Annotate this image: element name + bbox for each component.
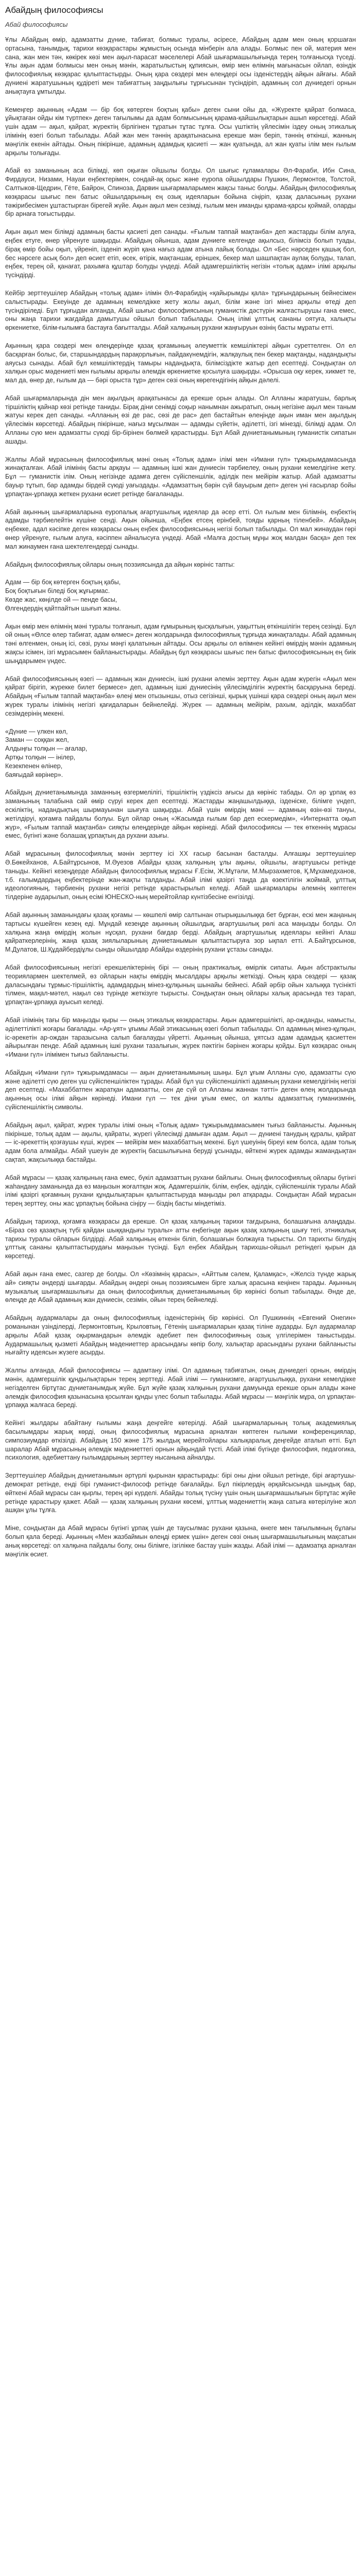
paragraph: Зерттеушілер Абайдың дүниетанымын әртүрлі қырынан қарастырады: бірі оны діни ойшыл ретінде, бірі ағартушы-демократ ретінде, енді бірі гуманист-философ ретінде бағалайды. Бұл пікірлердің әрқайсысында шындық бар, өйткені Абай мұрасы сан қырлы, терең әрі күрделі. Абайды толық түсіну үшін оның шығармашылығын біртұтас жүйе ретінде қарастыру қажет. Абай — қазақ халқының рухани көсемі, ұлттық мәдениеттің жаңа сатыға көтерілуіне жол ашқан ұлы тұлға. bbox=[5, 1472, 356, 1514]
paragraph: Жалпы Абай мұрасының философиялық мәні оның «Толық адам» ілімі мен «Имани гүл» тұжырымдамасында жинақталған. Абай ілімінің басты арқауы — адамның ішкі жан дүниесін тәрбиелеу, оның рухани кемелдігіне жету. Бұл — гуманистік ілім. Оның негізінде адамға деген сүйіспеншілік, әділдік пен мейірім жатыр. Абай адамзатты бауыр тұтып, бар адамды бірдей сүюді уағыздады. «Адамзаттың бәрін сүй бауырым деп» деген үні ғасырлар бойы ұрпақтан-ұрпаққа жеткен рухани өсиет ретінде бағаланады. bbox=[5, 455, 356, 498]
paragraph: Абай ақынның шығармаларына еуропалық ағартушылық идеялар да әсер етті. Ол ғылым мен білімнің, еңбектің адамды тәрбиелейтін күшіне сенді. Ақын ойынша, «Еңбек етсең ерінбей, тояды қарның тіленбей». Абайдың еңбекке, адал кәсіпке деген көзқарасы оның еңбек философиясының негізі болып табылады. Ол мал жинаудан гөрі өнер үйренуге, ғылым алуға, кәсіппен айналысуға үндеді. Абай «Малға достың мұңы жоқ малдан басқа» деп тек мал жинаумен ғана шектелгендерді сынады. bbox=[5, 508, 356, 550]
page-title: Абайдың философиясы bbox=[5, 5, 104, 15]
paragraph: Абайдың философиялық ойлары оның поэзиясында да айқын көрініс тапты: bbox=[5, 561, 235, 568]
paragraph: Абайдың тарихқа, қоғамға көзқарасы да ерекше. Ол қазақ халқының тарихи тағдырына, болашағына алаңдады. «Біраз сөз қазақтың түбі қайдан шыққандығы туралы» атты еңбегінде ақын қазақ халқының шығу тегі, этникалық тарихы туралы ойларын білдірді. Абай халқының өткенін біліп, болашағын болжауға тырысты. Ол тарихты білудің ұлттық сананы қалыптастырудағы маңызын түсінді. Бұл еңбек Абайдың тарихшы-ойшыл ретіндегі қырын да көрсетеді. bbox=[5, 1218, 356, 1260]
paragraph: Абайдың ақыл, қайрат, жүрек туралы ілімі оның «Толық адам» тұжырымдамасымен тығыз байланысты. Ақынның пікірінше, толық адам — ақылы, қайраты, жүрегі үйлесімді дамыған адам. Ақыл — дүниені танудың құралы, қайрат — іс-әрекеттің қозғаушы күші, жүрек — мейірім мен махаббаттың мекені. Бұл үшеуінің біреуі кем болса, адам толық адам бола алмайды. Абай үшеуін де жүректің басшылығына беруді ұсынады, өйткені жүрек адамды жамандықтан сақтап, жақсылыққа бастайды. bbox=[5, 1121, 356, 1164]
paragraph: Абай философиясының өзегі — адамның жан дүниесін, ішкі рухани әлемін зерттеу. Ақын адам жүрегін «Ақыл мен қайрат бірігіп, жүрекке билет бермесе» деп, адамның ішкі дүниесінің үйлесімділігін жүректің басқаруына береді. Абайдың «Ғылым таппай мақтанба» өлеңі мен отызыншы, отыз сегізінші, қырық үшінші қара сөздері оның ақыл мен жүрек туралы ілімінің негізгі қағидаларын бейнелейді. Жүрек — адамның мейірім, рахым, әділдік, махаббат сезімдерінің мекені. bbox=[5, 675, 356, 717]
paragraph: Кейінгі жылдары абайтану ғылымы жаңа деңгейге көтерілді. Абай шығармаларының толық академиялық басылымдары жарық көрді, оның философиялық мұрасына арналған көптеген ғылыми конференциялар, симпозиумдар өткізілді. Абайдың 150 және 175 жылдық мерейтойлары халықаралық деңгейде аталып өтті. Бұл шаралар Абай мұрасының әлемдік мәдениеттегі орнын айқындай түсті. Абай ілімі бүгінде философия, педагогика, психология, әдебиеттану ғылымдарының зерттеу нысанына айналды. bbox=[5, 1419, 356, 1462]
paragraph: Ұлы Абайдың өмір, адамзатты дүние, табиғат, болмыс туралы, әсіресе, Абайдың адам мен оның қоршаған ортасына, танымдық, тарихи көзқарастары жұмыстың осында мінберін ала алады. Болмыс пен ой, материя мен сана, жан мен тән, көкірек көзі мен ақыл-парасат мәселелері Абай шығармашылығында терең толғанысқа түседі. Ұлы ақын адам болмысы мен оның мәнін, жаратылыстың құпиясын, өмір мен өлімнің мағынасын ойлап, өзіндік философиялық көзқарас қалыптастырды. Оның қара сөздері мен өлеңдері осы ізденістердің айқын айғағы. Абай дүниені жаратушының құдіреті мен табиғаттың заңдылығы тұрғысынан түсіндіріп, адамның сол дүниедегі орнын анықтауға ұмтылды. bbox=[5, 36, 356, 95]
paragraph: Ақынның қара сөздері мен өлеңдерінде қазақ қоғамының әлеуметтік кемшіліктері айқын суреттелген. Ол ел басқарған болыс, би, старшындардың парақорлығын, пайдакүнемдігін, жалқаулық пен бекер мақтанды, надандықты аяусыз сынады. Абай бұл кемшіліктердің тамыры надандықта, білімсіздікте жатыр деп есептеді. Сондықтан ол халқын орыс мәдениеті мен ғылымы арқылы әлемдік өркениетке қосылуға шақырды. «Орысша оқу керек, хикмет те, мал да, өнер де, ғылым да — бәрі орыста тұр» деген сөзі оның көрегендігінің айқын дәлелі. bbox=[5, 342, 356, 384]
paragraph: Абайдың аудармалары да оның философиялық ізденістерінің бір көрінісі. Ол Пушкиннің «Евгений Онегин» романынан үзінділерді, Лермонтовтың, Крыловтың, Гётенің шығармаларын қазақ тіліне аударды. Бұл аудармалар арқылы Абай қазақ оқырмандарын әлемдік әдебиет пен философияның озық үлгілерімен таныстырды. Аудармашылық қызметі Абайдың мәдениеттер арасындағы көпір болу, халықтар арасындағы рухани байланысты нығайту идеясын жүзеге асырды. bbox=[5, 1314, 356, 1357]
article-body bbox=[5, 36, 356, 1558]
paragraph: Жалпы алғанда, Абай философиясы — адамтану ілімі. Ол адамның табиғатын, оның дүниедегі орнын, өмірдің мәнін, адамгершілік құндылықтарын терең зерттеді. Абай ілімі — гуманизмге, ағартушылыққа, рухани кемелдікке негізделген біртұтас дүниетанымдық жүйе. Бұл жүйе қазақ халқының рухани дамуында ерекше орын алады және әлемдік философия қазынасына қосылған құнды үлес болып табылады. Абай мұрасы — мәңгілік мұра, ол ұрпақтан-ұрпаққа жалғаса береді. bbox=[5, 1367, 356, 1409]
paragraph: Кейбір зерттеушілер Абайдың «толық адам» ілімін Әл-Фарабидің «қайырымды қала» тұрғындарының бейнесімен салыстырады. Екеуінде де адамның кемелдікке жету жолы ақыл, білім және ізгі мінез арқылы өтеді деп түсіндіріледі. Бұл тұрғыдан алғанда, Абай шығыс философиясының гуманистік дәстүрін жалғастырушы ғана емес, оны жаңа тарихи жағдайда дамытушы ойшыл болып табылады. Оның ілімі ұлттық сананы оятуға, халықты өркениетке, білім-ғылымға бастауға бағытталды. Абай халқының рухани жаңғыруын өзінің басты мұраты етті. bbox=[5, 289, 356, 332]
paragraph: Абайдың дүниетанымында заманның өзгермелілігі, тіршіліктің үздіксіз ағысы да көрініс табады. Ол әр ұрпақ өз заманының талабына сай өмір сүруі керек деп есептеді. Жастарды жаңашылдыққа, ізденіске, білімге үндеп, ескіліктің, надандықтың шырмауынан шығуға шақырды. Абай үшін өмірдің мәні — адамның өзін-өзі тануы, жетілдіруі, қоғамға пайдалы болуы. Бұл ойлар оның «Жасымда ғылым бар деп ескермедім», «Интернатта оқып жүр», «Ғылым таппай мақтанба» сияқты өлеңдерінде айқын көрінеді. Абай философиясы — тек өткеннің мұрасы емес, бүгінгі және болашақ ұрпақтың да рухани азығы. bbox=[5, 789, 356, 840]
paragraph: Абай мұрасының философиялық мәнін зерттеу ісі ХХ ғасыр басынан басталды. Алғашқы зерттеушілер Ә.Бөкейханов, А.Байтұрсынов, М.Әуезов Абайды қазақ халқының ұлы ақыны, ойшылы, ағартушысы ретінде таныды. Кейінгі кезеңдерде Абайдың философиялық мұрасы Ғ.Есім, Ж.Мұтәли, М.Мырзахметов, Қ.Мұхамедханов, т.б. ғалымдардың еңбектерінде жан-жақты талданды. Абай ілімі қазіргі таңда да өзектілігін жоймай, ұлттық идеологияның, тәрбиенің рухани негізі ретінде қарастырылып келеді. Абай шығармалары әлемнің көптеген тілдеріне аударылып, оның есімі ЮНЕСКО-ның мерейтойлар күнтізбесіне енгізілді. bbox=[5, 850, 356, 901]
paragraph: Абай философиясының негізгі ерекшеліктерінің бірі — оның практикалық, өмірлік сипаты. Ақын абстрактылы теориялармен шектелмей, өз ойларын нақты өмірдің мысалдары арқылы жеткізді. Оның қара сөздері — қазақ даласындағы тұрмыс-тіршіліктің, адамдардың мінез-құлқының шынайы бейнесі. Абай әрбір ойын халыққа түсінікті тілмен, мақал-мәтел, нақыл сөз түрінде жеткізуге тырысты. Сондықтан оның ойлары халық арасында тез тарап, ұрпақтан-ұрпаққа ауысып келеді. bbox=[5, 963, 356, 1006]
paragraph: Абай өз заманының аса білімді, көп оқыған ойшылы болды. Ол шығыс ғұламалары Әл-Фараби, Ибн Сина, Фирдауси, Низами, Науаи еңбектерімен, сондай-ақ орыс және еуропа ойшылдары Пушкин, Лермонтов, Толстой, Салтыков-Щедрин, Гёте, Байрон, Спиноза, Дарвин шығармаларымен жақсы таныс болды. Абайдың философиялық көзқарасы шығыс пен батыс ойшылдарының ең озық идеяларын бойына сіңіріп, қазақ даласының рухани тәжірибесімен ұштастырған бірегей жүйе. Ақын ақыл мен сезімді, ғылым мен иманды қарама-қарсы қоймай, оларды бір арнаға тоғыстырды. bbox=[5, 167, 356, 218]
section-subtitle: Абай философиясы bbox=[5, 21, 68, 28]
paragraph: Абайдың «Имани гүл» тұжырымдамасы — ақын дүниетанымының шыңы. Бұл ұғым Алланы сүю, адамзатты сүю және әділетті сүю деген үш сүйіспеншіліктен тұрады. Абай бұл үш сүйіспеншілікті адамның рухани кемелдігінің негізі деп есептеді. «Махаббатпен жаратқан адамзатты, сен де сүй ол Алланы жаннан тәтті» деген өлең жолдарында ақынның осы ілімі айқын көрінеді. Имани гүл — тек діни ұғым емес, ол жалпы адамзаттық гуманизмнің, сүйіспеншіліктің символы. bbox=[5, 1069, 356, 1111]
paragraph: Адам — бір боқ көтерген боқтың қабы, Боқ боқтығын біледі боқ жұғырмас. Көзде жас, көңілде ой — пенде басы, Өлгендердің қайтпайтын шығып жаны. bbox=[5, 579, 121, 612]
paragraph: Ақын өмір мен өлімнің мәні туралы толғанып, адам ғұмырының қысқалығын, уақыттың өткіншілігін терең сезінді. Бұл ой оның «Өлсе өлер табиғат, адам өлмес» деген жолдарында философиялық тұрғыда жинақталады. Абай адамның тәні өлгенмен, оның ісі, сөзі, рухы мәңгі қалатынын айтады. Осы арқылы ол өлімнен кейінгі өмірдің мәнін адамның жақсы ісімен, ізгі мұрасымен байланыстырады. Абайдың бұл көзқарасы шығыс пен батыс философиясының ең биік шыңдарымен үндес. bbox=[5, 622, 356, 665]
paragraph: Абай мұрасы — қазақ халқының ғана емес, бүкіл адамзаттың рухани байлығы. Оның философиялық ойлары бүгінгі жаһандану заманында да өз маңызын жоғалтқан жоқ. Адамгершілік, білім, еңбек, әділдік, сүйіспеншілік туралы Абай ілімі қазіргі қоғамның рухани құндылықтарын қалыптастыруда маңызды рөл атқарады. Сондықтан Абай мұрасын терең зерттеу, оны жас ұрпақтың бойына сіңіру — біздің басты міндетіміз. bbox=[5, 1174, 356, 1208]
paragraph: Кемеңгер ақынның «Адам — бір боқ көтерген боқтың қабы» деген сыни ойы да, «Жүректе қайрат болмаса, ұйықтаған ойды кім түртпек» деген тағылымы да адам болмысының қарама-қайшылықтарын ашып көрсетеді. Абай үшін адам — ақыл, қайрат, жүректің бірлігінен тұратын тұтас тұлға. Осы үштіктің үйлесімін іздеу оның этикалық ілімінің өзегі болып табылады. Абай жан мен тәннің арақатынасына ерекше мән беріп, тәннің өткінші, жанның мәңгілік екенін айтады. Оның пікірінше, адамның адамдық қасиеті — жан қуатында, ал жан қуаты ілім мен ғылым арқылы толығады. bbox=[5, 106, 356, 157]
paragraph: Міне, сондықтан да Абай мұрасы бүгінгі ұрпақ үшін де таусылмас рухани қазына, өнеге мен тағылымның бұлағы болып қала береді. Ақынның «Мен жазбаймын өлеңді ермек үшін» деген сөзі оның шығармашылығының мақсатын анық көрсетеді: ол халқына пайдалы болу, оны білімге, ізгілікке бастау үшін жазды. Абай ілімі — адамзатқа арналған мәңгілік өсиет. bbox=[5, 1524, 356, 1558]
paragraph: Ақын ақыл мен білімді адамның басты қасиеті деп санады. «Ғылым таппай мақтанба» деп жастарды білім алуға, еңбек етуге, өнер үйренуге шақырды. Абайдың ойынша, адам дүниеге келгенде ақылсыз, білімсіз болып туады, бірақ өмір бойы оқып, үйреніп, ізденіп жүріп қана нағыз адам атына лайық болады. Ол «Бес нәрседен қашық бол, бес нәрсеге асық бол» деп өсиет етіп, өсек, өтірік, мақтаншақ, еріншек, бекер мал шашпақтан аулақ болуды, талап, еңбек, терең ой, қанағат, рахымға құштар болуды үндеді. Абай адамгершіліктің негізін «толық адам» ілімі арқылы түсіндірді. bbox=[5, 228, 356, 279]
paragraph: Абай шығармаларында дін мен ақылдың арақатынасы да ерекше орын алады. Ол Алланы жаратушы, барлық тіршіліктің қайнар көзі ретінде таниды. Бірақ діни сенімді соқыр нанымнан ажыратып, оның негізіне ақыл мен таным жатуы керек деп санады. «Алланың өзі де рас, сөзі де рас» деп бастайтын өлеңінде ақын иман мен ақылдың үйлесімін көрсетеді. Абайдың пікірінше, нағыз мұсылман — адамды сүйетін, әділетті, ізгі мінезді, білімді адам. Ол Алланы сүю мен адамзатты сүюді бір-бірінен бөлмей қарастырды. Бұл Абай дүниетанымының гуманистік сипатын ашады. bbox=[5, 394, 356, 445]
paragraph: Абай ілімінің тағы бір маңызды қыры — оның этикалық көзқарастары. Ақын адамгершілікті, ар-ожданды, намысты, әділеттілікті жоғары бағалады. «Ар-ұят» ұғымы Абай этикасының өзегі болып табылады. Ол адамның мінез-құлқын, іс-әрекетін ар-ождан таразысына салып бағалауды үйретті. Ақынның ойынша, ұятсыз адам адамдық қасиеттен айырылған пенде. Абай адамның ішкі рухани тазалығын, жүрек пәктігін бәрінен жоғары қойды. Бұл көзқарас оның «Имани гүл» ілімімен тығыз байланысты. bbox=[5, 1016, 356, 1059]
paragraph: «Дүние — үлкен көл, Заман — соққан жел, Алдыңғы толқын — ағалар, Артқы толқын — інілер, Кезекпенен өлінер, баяғыдай көрінер». bbox=[5, 727, 88, 778]
paragraph: Абай ақын ғана емес, сазгер де болды. Ол «Көзімнің қарасы», «Айттым сәлем, Қаламқас», «Желсіз түнде жарық ай» сияқты әндерді шығарды. Абайдың әндері оның поэзиясымен бірге халық арасына кеңінен тарады. Ақынның музыкалық шығармашылығы да оның философиялық дүниетанымының бір көрінісі болып табылады. Әнде де, өлеңде де Абай адамның жан дүниесін, сезімін, ойын терең бейнеледі. bbox=[5, 1270, 356, 1304]
paragraph: Абай ақынның заманындағы қазақ қоғамы — көшпелі өмір салтынан отырықшылыққа бет бұрған, ескі мен жаңаның тартысы күшейген кезең еді. Мұндай кезеңде ақынның ойшылдық, ағартушылық рөлі аса маңызды болды. Ол халқына жаңа өмірдің жолын нұсқап, рухани бағдар берді. Абайдың ағартушылық идеялары кейінгі Алаш қайраткерлерінің, жаңа қазақ зиялыларының дүниетанымын қалыптастыруға зор ықпал етті. А.Байтұрсынов, М.Дулатов, Ш.Құдайбердіұлы сынды ойшылдар Абайды өздерінің рухани ұстазы санады. bbox=[5, 911, 356, 954]
